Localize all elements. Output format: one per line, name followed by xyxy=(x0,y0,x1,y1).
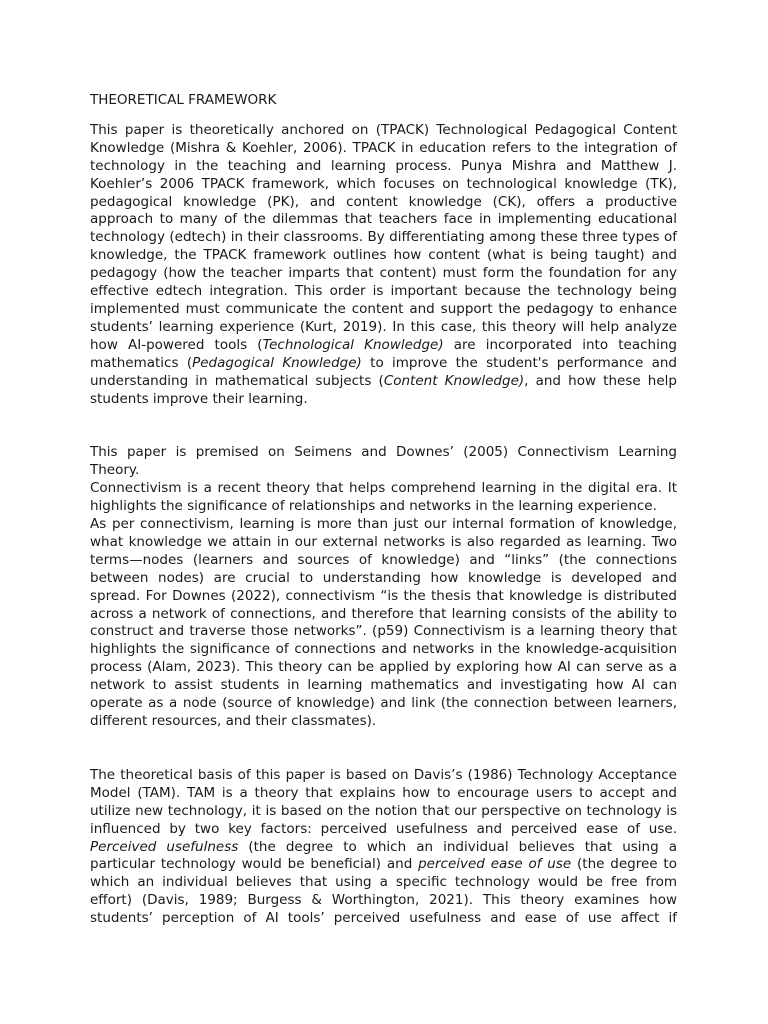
tpack-mid1: are incorporated into teaching mathematics ( xyxy=(90,336,677,371)
tpack-intro: This paper is theoretically anchored on (TPACK) Technological Pedagogical Content Knowledge (Mishra & Koehler, 2006). TPACK in education refers to the integration of technology in the teaching and learning process. Punya Mishra and Matthew J. Koehler’s 2006 TPACK framework, which focuses on technological knowledge (TK), pedagogical knowledge (PK), and content knowledge (CK), offers a productive approach to many of the dilemmas that teachers face in implementing educational technology (edtech) in their classrooms. By differentiating among these three types of knowledge, the TPACK framework outlines how content (what is being taught) and pedagogy (how the teacher imparts that content) must form the foundation for any effective edtech integration. This order is important because the technology being implemented must communicate the content and support the pedagogy to enhance students’ learning experience (Kurt, 2019). In this case, this theory will help analyze how AI-powered tools ( xyxy=(90,121,677,353)
connectivism-line-3: As per connectivism, learning is more than just our internal formation of knowledge, what knowledge we attain in our external networks is also regarded as learning. Two terms—nodes (learners and sources of knowledge) and “links” (the connections between nodes) are crucial to understanding how knowledge is developed and spread. For Downes (2022), connectivism “is the thesis that knowledge is distributed across a network of connections, and therefore that learning consists of the ability to construct and traverse those networks”. (p59) Connectivism is a learning theory that highlights the significance of connections and networks in the knowledge-acquisition process (Alam, 2023). This theory can be applied by exploring how AI can serve as a network to assist students in learning mathematics and investigating how AI can operate as a node (source of knowledge) and link (the connection between learners, different resources, and their classmates). xyxy=(90,516,677,729)
paragraph-gap xyxy=(90,408,677,444)
tam-mid1: (the degree to which an individual believes that using a particular technology would be beneficial) and xyxy=(90,838,677,873)
tam-paragraph xyxy=(90,767,677,928)
tam-end: (the degree to which an individual believes that using a specific technology would be free from effort) (Davis, 1989; Burgess & Worthington, 2021). This theory examines how students’ perception of AI tools’ perceived usefulness and ease of use affect if xyxy=(90,856,677,927)
perceived-usefulness-term: Perceived usefulness xyxy=(90,838,239,855)
perceived-ease-of-use-term: perceived ease of use xyxy=(418,856,572,873)
section-heading: THEORETICAL FRAMEWORK xyxy=(90,92,277,108)
tam-intro: The theoretical basis of this paper is based on Davis’s (1986) Technology Acceptance Model (TAM). TAM is a theory that explains how to encourage users to accept and utilize new technology, it is based on the notion that our perspective on technology is influenced by two key factors: perceived usefulness and perceived ease of use. xyxy=(90,766,677,837)
tpack-mid2: to improve the student's performance and understanding in mathematical subjects ( xyxy=(90,354,678,389)
document-page xyxy=(90,92,677,928)
tpack-paragraph xyxy=(90,122,677,409)
connectivism-line-2: Connectivism is a recent theory that helps comprehend learning in the digital era. It highlights the significance of relationships and networks in the learning experience. xyxy=(90,480,677,515)
paragraph-gap xyxy=(90,731,677,767)
ck-term: Content Knowledge) xyxy=(383,372,525,389)
connectivism-line-1: This paper is premised on Seimens and Downes’ (2005) Connectivism Learning Theory. xyxy=(90,444,677,479)
pk-term: Pedagogical Knowledge) xyxy=(192,354,362,371)
tpack-end: , and how these help students improve their learning. xyxy=(90,372,677,407)
tk-term: Technological Knowledge) xyxy=(262,336,444,353)
